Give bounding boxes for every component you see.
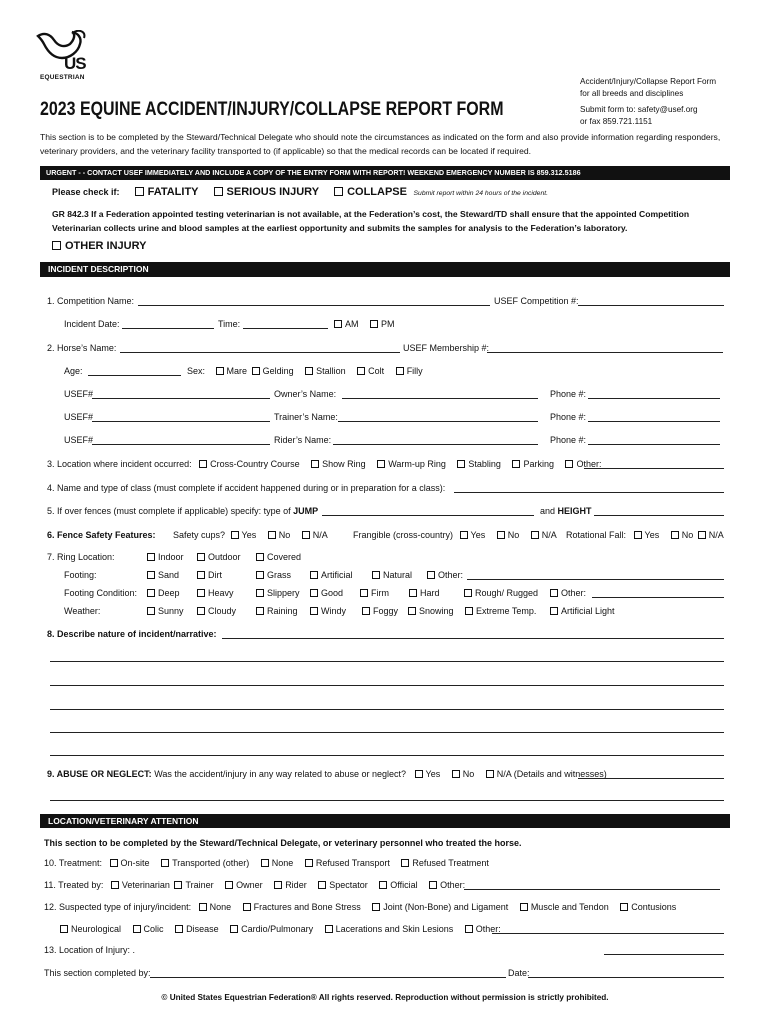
height-label: HEIGHT — [557, 506, 592, 516]
cups-yes-checkbox[interactable] — [231, 531, 239, 539]
am-pm-group — [334, 319, 395, 329]
abuse-row — [47, 769, 607, 779]
tby-other-field[interactable] — [464, 889, 720, 890]
footing-opt-other — [427, 570, 463, 580]
check-label: Please check if: — [52, 187, 120, 197]
header-right-1: Accident/Injury/Collapse Report Form — [580, 77, 717, 86]
susp-colic-label: Colic — [143, 924, 164, 934]
serious-injury-label: SERIOUS INJURY — [226, 186, 320, 198]
gelding-checkbox[interactable] — [252, 367, 260, 375]
susp-muscle-checkbox[interactable] — [520, 903, 528, 911]
indoor-checkbox[interactable] — [147, 553, 155, 561]
usef-logo — [34, 30, 94, 86]
jump-label: JUMP — [293, 506, 319, 516]
rider-usef-label: USEF# — [64, 435, 94, 445]
fcond-other-checkbox[interactable] — [550, 589, 558, 597]
trainer-usef-field[interactable] — [92, 421, 270, 422]
safety-cups-group — [173, 530, 328, 540]
weather-opt-cloudy — [197, 606, 236, 616]
tby-official-label: Official — [390, 880, 418, 890]
susp-contusion-label: Contusions — [631, 902, 677, 912]
deep-label: Deep — [158, 588, 180, 598]
artificial-label: Artificial — [321, 570, 353, 580]
cups-no-label: No — [278, 530, 291, 540]
susp-disease-label: Disease — [186, 924, 219, 934]
cloudy-checkbox[interactable] — [197, 607, 205, 615]
rider-name-label: Rider’s Name: — [274, 435, 332, 445]
foggy-label: Foggy — [373, 606, 399, 616]
height-field[interactable] — [594, 515, 724, 516]
susp-laceration-checkbox[interactable] — [325, 925, 333, 933]
trainer-usef-label: USEF# — [64, 412, 94, 422]
usef-membership-field[interactable] — [487, 352, 723, 353]
sand-checkbox[interactable] — [147, 571, 155, 579]
footing-other-checkbox[interactable] — [427, 571, 435, 579]
owner-usef-field[interactable] — [92, 398, 270, 399]
abuse-question: Was the accident/injury in any way related to abuse or neglect? — [154, 769, 407, 779]
cloudy-label: Cloudy — [208, 606, 237, 616]
owner-usef-label: USEF# — [64, 389, 94, 399]
date-field[interactable] — [528, 977, 724, 978]
abuse-na-checkbox[interactable] — [486, 770, 494, 778]
susp-other-label: Other: — [475, 924, 501, 934]
tby-trainer-checkbox[interactable] — [174, 881, 182, 889]
treat-refused-treatment-label: Refused Treatment — [412, 858, 489, 868]
fence-row — [47, 506, 318, 516]
sex-group — [187, 366, 423, 376]
treatment-row — [44, 858, 489, 868]
narrative-line-1[interactable] — [50, 661, 724, 662]
usef-membership-label: USEF Membership #: — [403, 343, 490, 353]
serious-injury-checkbox[interactable] — [214, 187, 223, 196]
narrative-line-4[interactable] — [50, 732, 724, 733]
footer-copyright: © United States Equestrian Federation® All rights reserved. Reproduction without permission is strictly prohibited. — [161, 993, 609, 1002]
time-label: Time: — [218, 319, 241, 329]
snowing-checkbox[interactable] — [408, 607, 416, 615]
extreme-label: Extreme Temp. — [476, 606, 537, 616]
slippery-checkbox[interactable] — [256, 589, 264, 597]
good-checkbox[interactable] — [310, 589, 318, 597]
ring-opt-outdoor — [197, 552, 241, 562]
susp-colic-checkbox[interactable] — [133, 925, 141, 933]
page-title: 2023 EQUINE ACCIDENT/INJURY/COLLAPSE REPORT FORM — [40, 99, 504, 120]
loc-other-field[interactable] — [584, 468, 724, 469]
frangible-yes-label: Yes — [470, 530, 486, 540]
header-right-3: Submit form to: safety@usef.org — [580, 105, 698, 114]
filly-checkbox[interactable] — [396, 367, 404, 375]
check-row — [52, 186, 548, 198]
treat-transported-checkbox[interactable] — [161, 859, 169, 867]
treat-refused-transport-checkbox[interactable] — [305, 859, 313, 867]
windy-checkbox[interactable] — [310, 607, 318, 615]
susp-joint-checkbox[interactable] — [372, 903, 380, 911]
rot-no-checkbox[interactable] — [671, 531, 679, 539]
narrative-line-3[interactable] — [50, 709, 724, 710]
firm-checkbox[interactable] — [360, 589, 368, 597]
indoor-label: Indoor — [158, 552, 184, 562]
tby-other-checkbox[interactable] — [429, 881, 437, 889]
mare-checkbox[interactable] — [216, 367, 224, 375]
tby-owner-checkbox[interactable] — [225, 881, 233, 889]
treat-refused-transport-label: Refused Transport — [315, 858, 390, 868]
pm-checkbox[interactable] — [370, 320, 378, 328]
competition-name-field[interactable] — [138, 305, 490, 306]
weather-opt-foggy — [362, 606, 398, 616]
tby-spectator-checkbox[interactable] — [318, 881, 326, 889]
rot-yes-checkbox[interactable] — [634, 531, 642, 539]
fcond-opt-firm — [360, 588, 389, 598]
logo-equestrian: EQUESTRIAN — [40, 74, 85, 81]
fcond-opt-deep — [147, 588, 180, 598]
susp-other-field[interactable] — [492, 933, 724, 934]
owner-name-label: Owner’s Name: — [274, 389, 337, 399]
treatment-label: 10. Treatment: — [44, 858, 103, 868]
and-label: and — [540, 506, 556, 516]
footing-opt-natural — [372, 570, 412, 580]
narrative-line-2[interactable] — [50, 685, 724, 686]
rough-checkbox[interactable] — [464, 589, 472, 597]
hard-checkbox[interactable] — [409, 589, 417, 597]
tby-trainer-label: Trainer — [185, 880, 214, 890]
rot-yes-label: Yes — [644, 530, 660, 540]
suspected-row — [44, 902, 676, 912]
fcond-opt-rough — [464, 588, 538, 598]
tby-rider-label: Rider — [285, 880, 307, 890]
colt-label: Colt — [368, 366, 385, 376]
loc-warmup-checkbox[interactable] — [377, 460, 385, 468]
mare-label: Mare — [226, 366, 248, 376]
susp-neuro-label: Neurological — [71, 924, 122, 934]
fatality-label: FATALITY — [147, 186, 199, 198]
raining-checkbox[interactable] — [256, 607, 264, 615]
footing-condition-label: Footing Condition: — [64, 588, 138, 598]
tby-vet-label: Veterinarian — [121, 880, 170, 890]
safety-cups-label: Safety cups? — [173, 530, 226, 540]
heavy-checkbox[interactable] — [197, 589, 205, 597]
rider-name-field[interactable] — [333, 444, 538, 445]
treat-onsite-label: On-site — [120, 858, 150, 868]
treat-none-checkbox[interactable] — [261, 859, 269, 867]
tby-rider-checkbox[interactable] — [274, 881, 282, 889]
foggy-checkbox[interactable] — [362, 607, 370, 615]
abuse-detail-field[interactable] — [578, 778, 724, 779]
footing-opt-grass — [256, 570, 291, 580]
abuse-label: 9. ABUSE OR NEGLECT: — [47, 769, 152, 779]
tby-other-label: Other: — [440, 880, 466, 890]
usef-competition-label: USEF Competition #: — [494, 296, 579, 306]
loc-xc-checkbox[interactable] — [199, 460, 207, 468]
age-label: Age: — [64, 366, 83, 376]
rider-phone-field[interactable] — [588, 444, 720, 445]
natural-label: Natural — [383, 570, 413, 580]
weather-opt-raining — [256, 606, 298, 616]
other-injury-checkbox[interactable] — [52, 241, 61, 250]
cups-na-label: N/A — [312, 530, 328, 540]
artificial-checkbox[interactable] — [310, 571, 318, 579]
filly-label: Filly — [406, 366, 423, 376]
susp-fracture-checkbox[interactable] — [243, 903, 251, 911]
rotational-label: Rotational Fall: — [566, 530, 627, 540]
fcond-opt-other — [550, 588, 586, 598]
class-field[interactable] — [454, 492, 724, 493]
susp-none-label: None — [209, 902, 232, 912]
abuse-yes-checkbox[interactable] — [415, 770, 423, 778]
tby-spectator-label: Spectator — [329, 880, 368, 890]
grass-checkbox[interactable] — [256, 571, 264, 579]
frangible-yes-checkbox[interactable] — [460, 531, 468, 539]
location-label: 3. Location where incident occurred: — [47, 459, 192, 469]
trainer-phone-label: Phone #: — [550, 412, 587, 422]
cups-yes-label: Yes — [241, 530, 257, 540]
trainer-name-field[interactable] — [338, 421, 538, 422]
rough-label: Rough/ Rugged — [475, 588, 539, 598]
trainer-name-label: Trainer’s Name: — [274, 412, 338, 422]
class-label: 4. Name and type of class (must complete if accident happened during or in preparation for a class): — [47, 483, 446, 493]
footing-label: Footing: — [64, 570, 97, 580]
completed-by-label: This section completed by: — [44, 968, 151, 978]
ring-opt-covered — [256, 552, 301, 562]
firm-label: Firm — [371, 588, 389, 598]
fcond-opt-good — [310, 588, 343, 598]
trainer-phone-field[interactable] — [588, 421, 720, 422]
colt-checkbox[interactable] — [357, 367, 365, 375]
height-group — [540, 506, 592, 516]
weather-opt-artlight — [550, 606, 615, 616]
loc-showring-label: Show Ring — [322, 459, 366, 469]
location-row — [47, 459, 602, 469]
rot-na-checkbox[interactable] — [698, 531, 706, 539]
weather-opt-windy — [310, 606, 346, 616]
fcond-opt-slippery — [256, 588, 300, 598]
abuse-yes-label: Yes — [425, 769, 441, 779]
incident-section-bar: INCIDENT DESCRIPTION — [40, 262, 730, 277]
loc-other-label: Other: — [576, 459, 602, 469]
tby-official-checkbox[interactable] — [379, 881, 387, 889]
frangible-no-label: No — [507, 530, 520, 540]
fcond-opt-heavy — [197, 588, 234, 598]
sunny-checkbox[interactable] — [147, 607, 155, 615]
horse-name-field[interactable] — [120, 352, 400, 353]
fence-safety-label: 6. Fence Safety Features: — [47, 530, 156, 540]
logo-us: US — [64, 54, 86, 73]
other-injury-row — [52, 240, 147, 252]
completed-by-field[interactable] — [150, 977, 506, 978]
location-injury-label: 13. Location of Injury: . — [44, 945, 136, 955]
susp-disease-checkbox[interactable] — [175, 925, 183, 933]
urgent-bar: URGENT - - CONTACT USEF IMMEDIATELY AND INCLUDE A COPY OF THE ENTRY FORM WITH REPORT! WEEKEND EMERGENCY NUMBER IS 859.312.5186 — [40, 166, 730, 180]
narrative-label: 8. Describe nature of incident/narrative: — [47, 629, 217, 639]
weather-label: Weather: — [64, 606, 101, 616]
footing-other-field[interactable] — [467, 579, 724, 580]
susp-neuro-checkbox[interactable] — [60, 925, 68, 933]
footing-other-label: Other: — [438, 570, 464, 580]
rider-usef-field[interactable] — [92, 444, 270, 445]
footing-opt-artificial — [310, 570, 353, 580]
artlight-label: Artificial Light — [561, 606, 615, 616]
collapse-label: COLLAPSE — [347, 186, 407, 198]
competition-name-label: 1. Competition Name: — [47, 296, 135, 306]
extreme-checkbox[interactable] — [465, 607, 473, 615]
loc-parking-checkbox[interactable] — [512, 460, 520, 468]
susp-cardio-checkbox[interactable] — [230, 925, 238, 933]
covered-checkbox[interactable] — [256, 553, 264, 561]
weather-opt-snowing — [408, 606, 454, 616]
fcond-other-label: Other: — [561, 588, 587, 598]
location-note: This section to be completed by the Steward/Technical Delegate, or veterinary personnel who treated the horse. — [44, 838, 522, 848]
covered-label: Covered — [267, 552, 302, 562]
stallion-checkbox[interactable] — [305, 367, 313, 375]
frangible-no-checkbox[interactable] — [497, 531, 505, 539]
narrative-line-5[interactable] — [50, 755, 724, 756]
stallion-label: Stallion — [316, 366, 346, 376]
location-injury-rule — [604, 954, 724, 955]
outdoor-label: Outdoor — [208, 552, 241, 562]
sunny-label: Sunny — [158, 606, 184, 616]
location-section-bar: LOCATION/VETERINARY ATTENTION — [40, 814, 730, 828]
cups-na-checkbox[interactable] — [302, 531, 310, 539]
treat-transported-label: Transported (other) — [172, 858, 250, 868]
susp-other-checkbox[interactable] — [465, 925, 473, 933]
treated-by-row — [44, 880, 465, 890]
treat-none-label: None — [271, 858, 294, 868]
sex-label: Sex: — [187, 366, 206, 376]
frangible-na-label: N/A — [541, 530, 557, 540]
good-label: Good — [321, 588, 344, 598]
suspected-row-2 — [60, 924, 501, 934]
hard-label: Hard — [420, 588, 440, 598]
sand-label: Sand — [158, 570, 180, 580]
heavy-label: Heavy — [208, 588, 234, 598]
loc-xc-label: Cross-Country Course — [210, 459, 300, 469]
am-label: AM — [345, 319, 359, 329]
raining-label: Raining — [267, 606, 298, 616]
susp-muscle-label: Muscle and Tendon — [530, 902, 609, 912]
treated-by-label: 11. Treated by: — [44, 880, 104, 890]
loc-other-checkbox[interactable] — [565, 460, 573, 468]
natural-checkbox[interactable] — [372, 571, 380, 579]
tby-vet-checkbox[interactable] — [111, 881, 119, 889]
weather-opt-extreme — [465, 606, 536, 616]
deep-checkbox[interactable] — [147, 589, 155, 597]
incident-date-field[interactable] — [122, 328, 214, 329]
rot-na-label: N/A — [708, 530, 724, 540]
susp-cardio-label: Cardio/Pulmonary — [241, 924, 314, 934]
outdoor-checkbox[interactable] — [197, 553, 205, 561]
usef-competition-field[interactable] — [578, 305, 724, 306]
abuse-no-label: No — [462, 769, 475, 779]
suspected-label: 12. Suspected type of injury/incident: — [44, 902, 192, 912]
treat-refused-treatment-checkbox[interactable] — [401, 859, 409, 867]
fcond-opt-hard — [409, 588, 440, 598]
loc-warmup-label: Warm-up Ring — [388, 459, 446, 469]
other-injury-label: OTHER INJURY — [65, 240, 147, 252]
abuse-detail-line-2[interactable] — [50, 800, 724, 801]
susp-none-checkbox[interactable] — [199, 903, 207, 911]
collapse-checkbox[interactable] — [334, 187, 343, 196]
grass-label: Grass — [267, 570, 292, 580]
rider-phone-label: Phone #: — [550, 435, 587, 445]
rot-no-label: No — [681, 530, 694, 540]
header-right-2: for all breeds and disciplines — [580, 89, 684, 98]
age-field[interactable] — [88, 375, 181, 376]
jump-field[interactable] — [322, 515, 534, 516]
fence-label: 5. If over fences (must complete if applicable) specify: type of — [47, 506, 291, 516]
frangible-group — [353, 530, 557, 540]
susp-laceration-label: Lacerations and Skin Lesions — [335, 924, 454, 934]
frangible-na-checkbox[interactable] — [531, 531, 539, 539]
snowing-label: Snowing — [419, 606, 454, 616]
footing-opt-dirt — [197, 570, 222, 580]
tby-owner-label: Owner — [236, 880, 263, 890]
footing-opt-sand — [147, 570, 179, 580]
intro-text: This section is to be completed by the Steward/Technical Delegate who should note the circumstances as indicated on the form and also provide information regarding responders, veterinary providers, and the veterinary facility transported to (if applicable) so that the medical records can be located if required. — [40, 132, 721, 156]
loc-showring-checkbox[interactable] — [311, 460, 319, 468]
cups-no-checkbox[interactable] — [268, 531, 276, 539]
fatality-checkbox[interactable] — [135, 187, 144, 196]
susp-contusion-checkbox[interactable] — [620, 903, 628, 911]
header-right-4: or fax 859.721.1151 — [580, 117, 653, 126]
slippery-label: Slippery — [267, 588, 300, 598]
artlight-checkbox[interactable] — [550, 607, 558, 615]
abuse-no-checkbox[interactable] — [452, 770, 460, 778]
windy-label: Windy — [321, 606, 347, 616]
treat-onsite-checkbox[interactable] — [110, 859, 118, 867]
susp-fracture-label: Fractures and Bone Stress — [253, 902, 361, 912]
dirt-checkbox[interactable] — [197, 571, 205, 579]
owner-phone-label: Phone #: — [550, 389, 587, 399]
susp-joint-label: Joint (Non-Bone) and Ligament — [383, 902, 509, 912]
ring-location-label: 7. Ring Location: — [47, 552, 115, 562]
loc-stabling-label: Stabling — [468, 459, 501, 469]
horse-name-label: 2. Horse’s Name: — [47, 343, 117, 353]
ring-opt-indoor — [147, 552, 184, 562]
gr-rule-text: GR 842.3 If a Federation appointed testing veterinarian is not available, at the Federation’s cost, the Steward/TD shall ensure that the appointed Competition Veterinarian collects urine and blood samples at the earliest opportunity and submits the samples for analysis to the Federation’s laboratory. — [52, 209, 690, 233]
submit-note: Submit report within 24 hours of the incident. — [413, 190, 549, 197]
loc-stabling-checkbox[interactable] — [457, 460, 465, 468]
pm-label: PM — [381, 319, 395, 329]
owner-phone-field[interactable] — [588, 398, 720, 399]
abuse-detail-label: N/A (Details and witnesses) — [496, 769, 607, 779]
gelding-label: Gelding — [262, 366, 294, 376]
fcond-other-field[interactable] — [592, 597, 724, 598]
rotational-group — [566, 530, 724, 540]
loc-parking-label: Parking — [523, 459, 554, 469]
frangible-label: Frangible (cross-country) — [353, 530, 454, 540]
narrative-line-0[interactable] — [222, 638, 724, 639]
incident-date-label: Incident Date: — [64, 319, 120, 329]
am-checkbox[interactable] — [334, 320, 342, 328]
owner-name-field[interactable] — [342, 398, 538, 399]
time-field[interactable] — [243, 328, 328, 329]
weather-opt-sunny — [147, 606, 184, 616]
date-label: Date: — [508, 968, 530, 978]
dirt-label: Dirt — [208, 570, 222, 580]
